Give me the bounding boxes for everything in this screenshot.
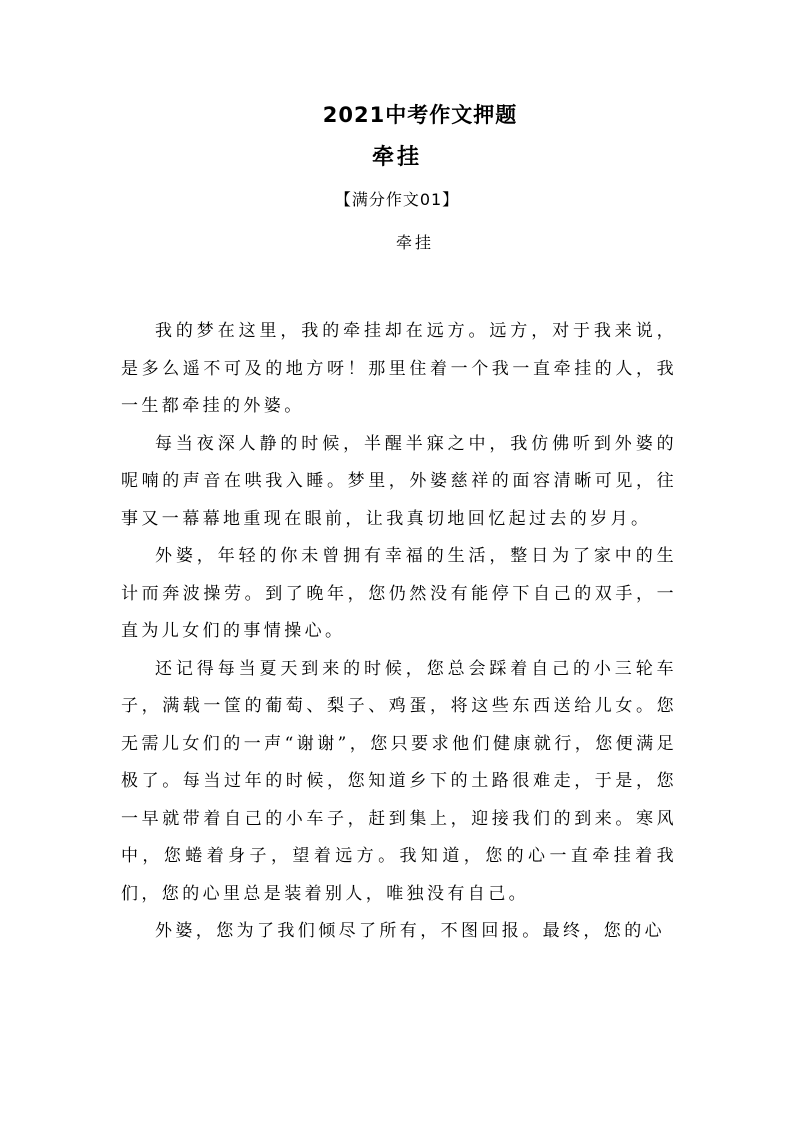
main-title: 2021中考作文押题 bbox=[322, 103, 518, 127]
essay-body bbox=[121, 313, 677, 951]
paragraph-3: 外婆，年轻的你未曾拥有幸福的生活，整日为了家中的生计而奔波操劳。到了晚年，您仍然没有能停下自己的双手，一直为儿女们的事情操心。 bbox=[121, 546, 677, 641]
paragraph-5: 外婆，您为了我们倾尽了所有，不图回报。最终，您的心 bbox=[155, 921, 665, 941]
essay-title: 牵挂 bbox=[395, 233, 434, 252]
sub-title: 牵挂 bbox=[371, 144, 422, 170]
paragraph-4: 还记得每当夏天到来的时候，您总会踩着自己的小三轮车子，满载一筐的葡萄、梨子、鸡蛋，将这些东西送给儿女。您无需儿女们的一声“谢谢”，您只要求他们健康就行，您便满足极了。每当过年的时候，您知道乡下的土路很难走，于是，您一早就带着自己的小车子，赶到集上，迎接我们的到来。寒风中，您蜷着身子，望着远方。我知道，您的心一直牵挂着我们，您的心里总是装着别人，唯独没有自己。 bbox=[121, 658, 677, 904]
paragraph-1: 我的梦在这里，我的牵挂却在远方。远方，对于我来说，是多么遥不可及的地方呀！那里住着一个我一直牵挂的人，我一生都牵挂的外婆。 bbox=[121, 321, 677, 416]
section-label: 【满分作文01】 bbox=[334, 190, 460, 209]
paragraph-2: 每当夜深人静的时候，半醒半寐之中，我仿佛听到外婆的呢喃的声音在哄我入睡。梦里，外婆慈祥的面容清晰可见，往事又一幕幕地重现在眼前，让我真切地回忆起过去的岁月。 bbox=[121, 433, 677, 529]
